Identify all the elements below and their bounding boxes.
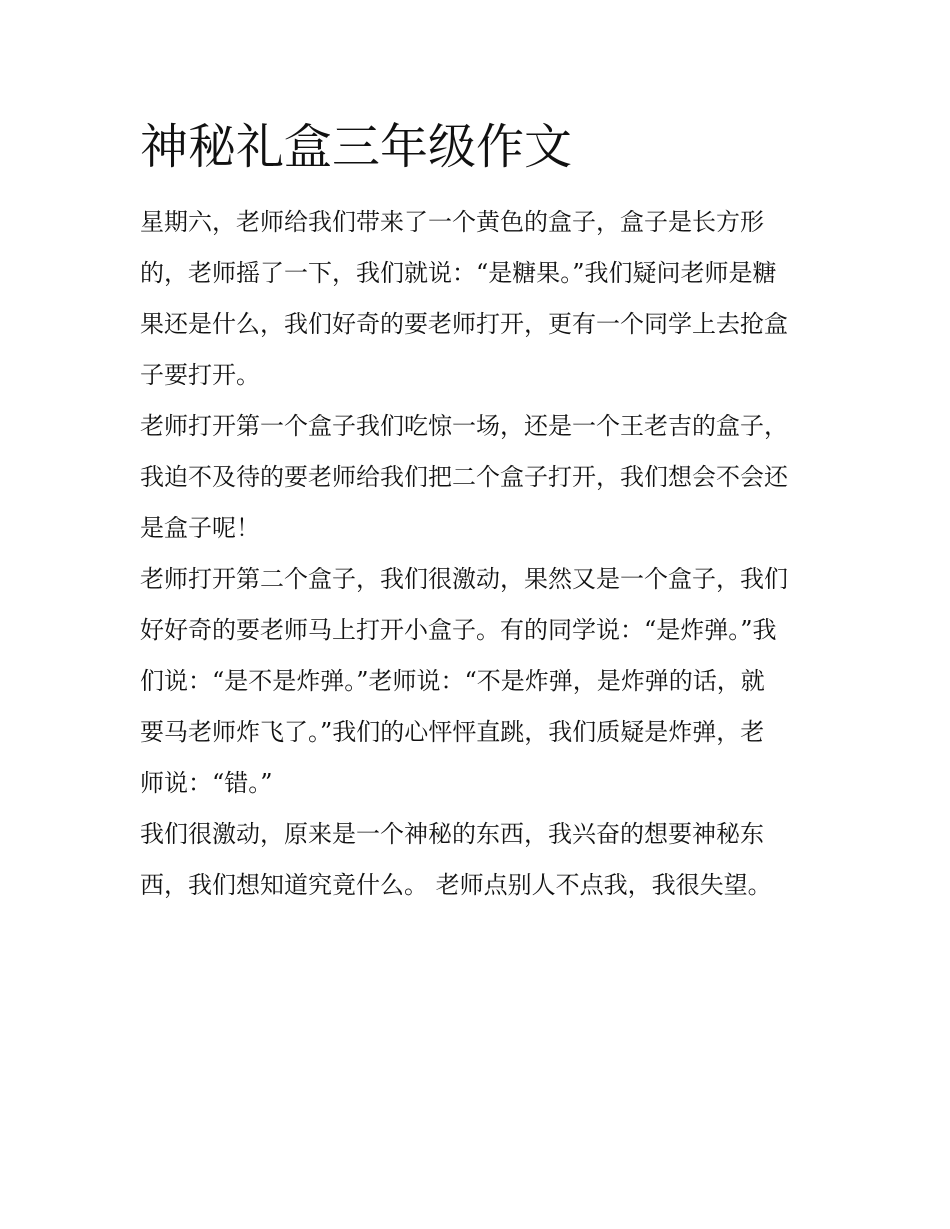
essay-line: 们说：“是不是炸弹。”老师说：“不是炸弹，是炸弹的话，就 — [140, 667, 765, 695]
essay-line: 西，我们想知道究竟什么。 老师点别人不点我，我很失望。 — [140, 871, 772, 899]
essay-line: 要马老师炸飞了。”我们的心怦怦直跳，我们质疑是炸弹，老 — [140, 718, 765, 746]
essay-line: 我迫不及待的要老师给我们把二个盒子打开，我们想会不会还 — [140, 463, 788, 491]
essay-line: 师说：“错。” — [140, 769, 273, 797]
essay-line: 老师打开第一个盒子我们吃惊一场，还是一个王老吉的盒子， — [140, 412, 788, 440]
essay-line: 子要打开。 — [140, 361, 260, 389]
essay-line: 的，老师摇了一下，我们就说：“是糖果。”我们疑问老师是糖 — [140, 259, 777, 287]
essay-body — [140, 197, 820, 911]
document-title: 神秘礼盒三年级作文 — [140, 119, 573, 175]
essay-line: 我们很激动，原来是一个神秘的东西，我兴奋的想要神秘东 — [140, 820, 764, 848]
essay-line: 星期六，老师给我们带来了一个黄色的盒子，盒子是长方形 — [140, 208, 764, 236]
essay-line: 老师打开第二个盒子，我们很激动，果然又是一个盒子，我们 — [140, 565, 788, 593]
essay-line: 好好奇的要老师马上打开小盒子。有的同学说：“是炸弹。”我 — [140, 616, 777, 644]
essay-line: 果还是什么，我们好奇的要老师打开，更有一个同学上去抢盒 — [140, 310, 788, 338]
essay-line: 是盒子呢！ — [140, 514, 260, 542]
